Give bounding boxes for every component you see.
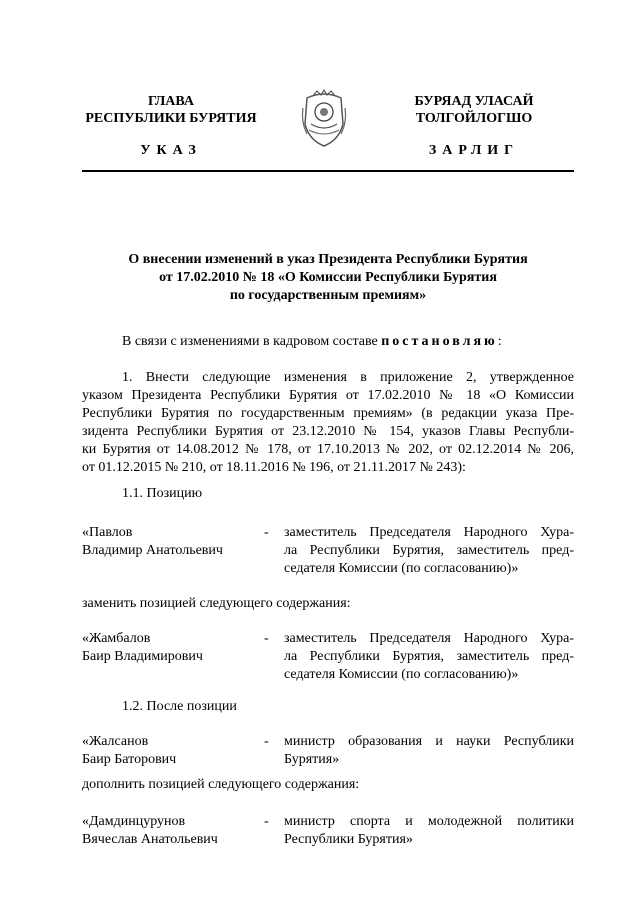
item-1-1-label: 1.1. Позицию (122, 486, 203, 501)
title-line3: по государственным премиям» (229, 288, 427, 303)
preamble-emphasis: постановляю (381, 334, 498, 349)
document-title (82, 251, 574, 305)
entry-zhambalov-surname: «Жамбалов (82, 631, 151, 646)
item-1-line3: Республики Бурятия по государственным премиям» (в редакции указа Пре- (82, 406, 574, 421)
entry-damdintsurunov-desc2: Республики Бурятия» (284, 832, 413, 847)
entry-zhambalov-given-name: Баир Владимирович (82, 649, 203, 664)
item-1-line6: от 01.12.2015 № 210, от 18.11.2016 № 196, от 21.11.2017 № 243): (82, 460, 466, 475)
preamble (82, 333, 574, 351)
item-1-line1: 1. Внести следующие изменения в приложение 2, утвержденное (122, 370, 574, 385)
entry-pavlov-desc3: седателя Комиссии (по согласованию)» (284, 561, 519, 576)
header-left-doc-type: УКАЗ (140, 143, 202, 158)
header-divider (82, 170, 574, 172)
entry-damdintsurunov-desc1: министр спорта и молодежной политики (284, 814, 574, 829)
entry-pavlov-dash: - (264, 525, 269, 540)
item-1-line2: указом Президента Республики Бурятия от 17.02.2010 № 18 «О Комиссии (82, 388, 574, 403)
title-line1: О внесении изменений в указ Президента Республики Бурятия (128, 252, 528, 267)
supplement-text: дополнить позицией следующего содержания: (82, 777, 360, 792)
header-right-doc-type: ЗАРЛИГ (428, 143, 520, 158)
coat-of-arms-emblem (299, 88, 349, 148)
header-right-line2: ТОЛГОЙЛОГШО (415, 111, 533, 126)
header-right (384, 93, 564, 127)
entry-damdintsurunov-dash: - (264, 814, 269, 829)
item-1 (82, 369, 574, 477)
item-1-line4: зидента Республики Бурятия от 23.12.2010 № 154, указов Главы Республи- (82, 424, 574, 439)
entry-zhalsanov-surname: «Жалсанов (82, 734, 149, 749)
entry-zhalsanov-given-name: Баир Баторович (82, 752, 177, 767)
preamble-text: В связи с изменениями в кадровом составе (122, 334, 382, 349)
entry-zhalsanov-desc1: министр образования и науки Республики (284, 734, 574, 749)
entry-zhalsanov-desc2: Бурятия» (284, 752, 340, 767)
entry-pavlov-desc1: заместитель Председателя Народного Хура- (284, 525, 574, 540)
header-left (82, 93, 260, 127)
replace-text: заменить позицией следующего содержания: (82, 596, 351, 611)
header-right-line1: БУРЯАД УЛАСАЙ (414, 94, 534, 109)
header-left-line1: ГЛАВА (148, 94, 194, 109)
header-left-line2: РЕСПУБЛИКИ БУРЯТИЯ (85, 111, 257, 126)
entry-damdintsurunov-surname: «Дамдинцурунов (82, 814, 186, 829)
entry-zhalsanov-dash: - (264, 734, 269, 749)
item-1-line5: ки Бурятия от 14.08.2012 № 178, от 17.10.2013 № 202, от 02.12.2014 № 206, (82, 442, 574, 457)
preamble-end: : (497, 334, 502, 349)
entry-damdintsurunov-given-name: Вячеслав Анатольевич (82, 832, 218, 847)
entry-zhambalov-desc3: седателя Комиссии (по согласованию)» (284, 667, 519, 682)
entry-zhambalov-desc2: ла Республики Бурятия, заместитель пред- (284, 649, 574, 664)
title-line2: от 17.02.2010 № 18 «О Комиссии Республики Бурятия (159, 270, 497, 285)
entry-pavlov-surname: «Павлов (82, 525, 133, 540)
entry-pavlov-desc2: ла Республики Бурятия, заместитель пред- (284, 543, 574, 558)
item-1-2-label: 1.2. После позиции (122, 699, 237, 714)
entry-zhambalov-desc1: заместитель Председателя Народного Хура- (284, 631, 574, 646)
entry-pavlov-given-name: Владимир Анатольевич (82, 543, 223, 558)
entry-zhambalov-dash: - (264, 631, 269, 646)
